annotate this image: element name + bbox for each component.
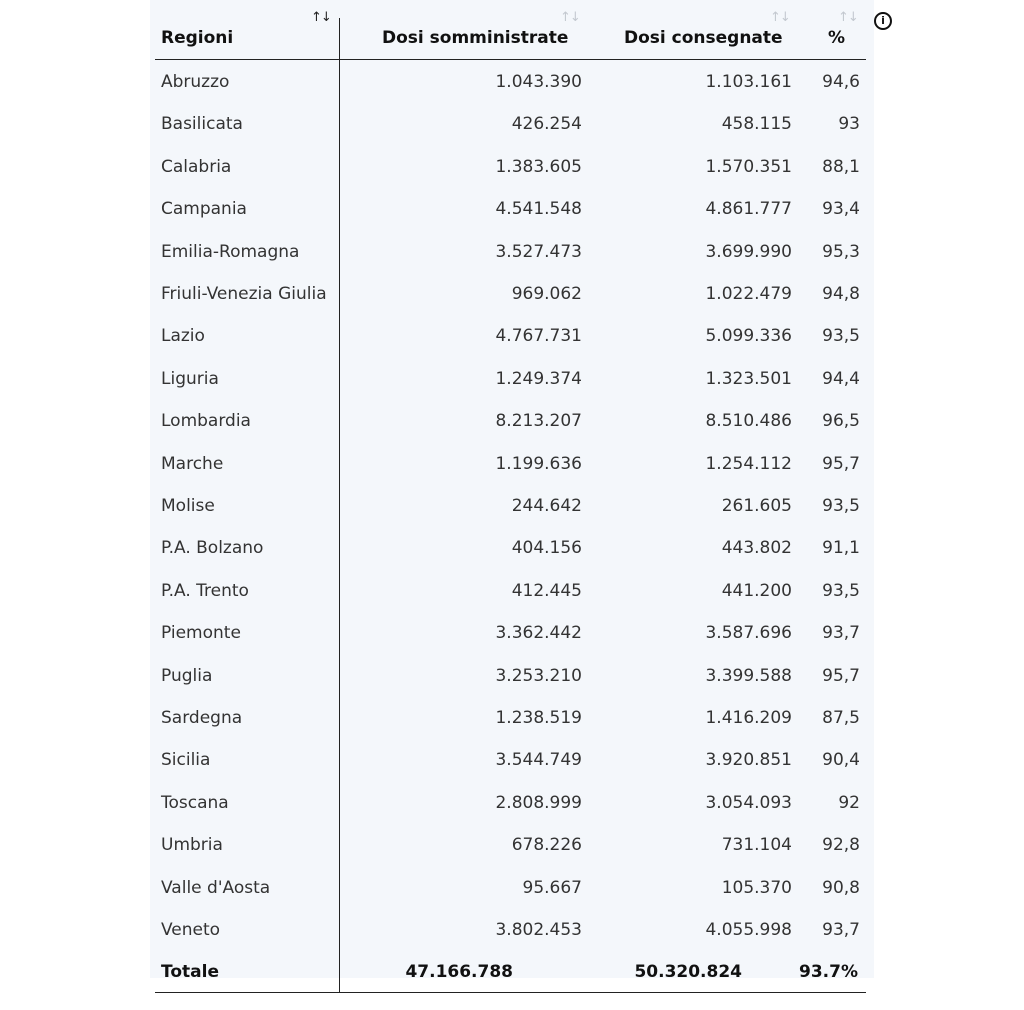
header-delivered[interactable]: Dosi consegnate <box>624 28 783 48</box>
table-row <box>155 443 866 485</box>
table-header <box>155 0 866 60</box>
table-row <box>155 358 866 400</box>
row-administered: 244.642 <box>511 496 582 516</box>
row-region: Sicilia <box>161 750 211 771</box>
row-administered: 404.156 <box>511 538 582 559</box>
total-administered: 47.166.788 <box>405 962 513 982</box>
table-row <box>155 739 866 781</box>
table-row <box>155 655 866 697</box>
row-percent: 92 <box>838 792 860 813</box>
row-delivered: 1.022.479 <box>705 284 792 304</box>
row-region: P.A. Trento <box>161 580 249 601</box>
row-region: Liguria <box>161 368 219 389</box>
row-region: Lazio <box>161 326 205 347</box>
row-percent: 93,5 <box>822 326 860 347</box>
row-delivered: 1.570.351 <box>705 156 792 177</box>
row-administered: 95.667 <box>522 877 582 898</box>
row-administered: 1.383.605 <box>495 156 582 177</box>
row-percent: 93 <box>838 114 860 135</box>
row-delivered: 4.861.777 <box>705 199 792 220</box>
table-row <box>155 824 866 866</box>
row-delivered: 731.104 <box>721 835 792 856</box>
table-bottom-border <box>155 992 866 993</box>
row-percent: 95,7 <box>822 453 860 474</box>
row-percent: 93,5 <box>822 496 860 516</box>
row-delivered: 1.103.161 <box>705 72 792 92</box>
table-row <box>155 782 866 824</box>
sort-regions-icon[interactable]: ↑↓ <box>311 10 331 25</box>
row-percent: 87,5 <box>822 708 860 728</box>
row-region: Basilicata <box>161 114 243 135</box>
row-administered: 969.062 <box>511 284 582 304</box>
row-delivered: 105.370 <box>721 877 792 898</box>
row-delivered: 3.399.588 <box>705 665 792 686</box>
row-delivered: 1.254.112 <box>705 453 792 474</box>
column-divider <box>339 18 340 993</box>
row-percent: 91,1 <box>822 538 860 559</box>
row-percent: 93,4 <box>822 199 860 220</box>
row-delivered: 458.115 <box>721 114 792 135</box>
table-row <box>155 273 866 315</box>
row-administered: 4.767.731 <box>495 326 582 347</box>
row-administered: 1.249.374 <box>495 368 582 389</box>
row-delivered: 1.323.501 <box>705 368 792 389</box>
total-label: Totale <box>161 962 219 982</box>
row-administered: 2.808.999 <box>495 792 582 813</box>
table-row <box>155 231 866 273</box>
row-administered: 1.043.390 <box>495 72 582 92</box>
row-region: Piemonte <box>161 623 241 644</box>
row-percent: 93,7 <box>822 623 860 644</box>
row-region: P.A. Bolzano <box>161 538 264 559</box>
header-percent[interactable]: % <box>828 28 846 48</box>
row-administered: 4.541.548 <box>495 199 582 220</box>
row-delivered: 3.699.990 <box>705 241 792 262</box>
row-percent: 90,8 <box>822 877 860 898</box>
row-region: Lombardia <box>161 411 251 432</box>
table-row <box>155 188 866 230</box>
row-percent: 93,5 <box>822 580 860 601</box>
row-percent: 93,7 <box>822 920 860 940</box>
row-delivered: 3.054.093 <box>705 792 792 813</box>
row-delivered: 5.099.336 <box>705 326 792 347</box>
row-administered: 3.362.442 <box>495 623 582 644</box>
table-row <box>155 527 866 569</box>
row-administered: 8.213.207 <box>495 411 582 432</box>
row-percent: 94,4 <box>822 368 860 389</box>
header-divider <box>155 59 866 60</box>
row-region: Valle d'Aosta <box>161 877 271 898</box>
table-row <box>155 485 866 527</box>
row-percent: 95,7 <box>822 665 860 686</box>
row-administered: 412.445 <box>511 580 582 601</box>
row-region: Puglia <box>161 665 213 686</box>
row-administered: 3.253.210 <box>495 665 582 686</box>
row-delivered: 4.055.998 <box>705 920 792 940</box>
row-delivered: 1.416.209 <box>705 708 792 728</box>
row-delivered: 3.920.851 <box>705 750 792 771</box>
row-delivered: 261.605 <box>721 496 792 516</box>
row-percent: 88,1 <box>822 156 860 177</box>
row-administered: 678.226 <box>511 835 582 856</box>
table-row <box>155 61 866 103</box>
table-row <box>155 146 866 188</box>
row-delivered: 443.802 <box>721 538 792 559</box>
row-region: Marche <box>161 453 224 474</box>
row-region: Calabria <box>161 156 232 177</box>
row-administered: 1.238.519 <box>495 708 582 728</box>
row-delivered: 441.200 <box>721 580 792 601</box>
row-region: Sardegna <box>161 708 243 728</box>
info-icon[interactable]: i <box>874 12 892 30</box>
table-row <box>155 103 866 145</box>
table-row <box>155 400 866 442</box>
row-region: Abruzzo <box>161 72 230 92</box>
row-region: Umbria <box>161 835 223 856</box>
row-percent: 94,8 <box>822 284 860 304</box>
table-total-row <box>155 951 866 993</box>
row-percent: 96,5 <box>822 411 860 432</box>
row-administered: 3.544.749 <box>495 750 582 771</box>
table-row <box>155 697 866 739</box>
row-region: Molise <box>161 496 215 516</box>
sort-percent-icon[interactable]: ↑↓ <box>838 10 858 25</box>
row-region: Campania <box>161 199 247 220</box>
row-percent: 92,8 <box>822 835 860 856</box>
table-row <box>155 612 866 654</box>
table-row <box>155 909 866 951</box>
row-region: Emilia-Romagna <box>161 241 300 262</box>
header-regions[interactable]: Regioni <box>161 28 234 48</box>
header-administered[interactable]: Dosi somministrate <box>382 28 569 48</box>
row-administered: 1.199.636 <box>495 453 582 474</box>
table-row <box>155 315 866 357</box>
row-administered: 426.254 <box>511 114 582 135</box>
row-region: Toscana <box>161 792 229 813</box>
row-delivered: 3.587.696 <box>705 623 792 644</box>
row-percent: 94,6 <box>822 72 860 92</box>
table-row <box>155 570 866 612</box>
sort-delivered-icon[interactable]: ↑↓ <box>770 10 790 25</box>
table-row <box>155 867 866 909</box>
total-percent: 93.7% <box>799 962 858 982</box>
row-percent: 95,3 <box>822 241 860 262</box>
row-delivered: 8.510.486 <box>705 411 792 432</box>
row-region: Friuli-Venezia Giulia <box>161 284 327 304</box>
row-administered: 3.527.473 <box>495 241 582 262</box>
sort-administered-icon[interactable]: ↑↓ <box>560 10 580 25</box>
row-region: Veneto <box>161 920 221 940</box>
row-administered: 3.802.453 <box>495 920 582 940</box>
total-delivered: 50.320.824 <box>634 962 742 982</box>
row-percent: 90,4 <box>822 750 860 771</box>
